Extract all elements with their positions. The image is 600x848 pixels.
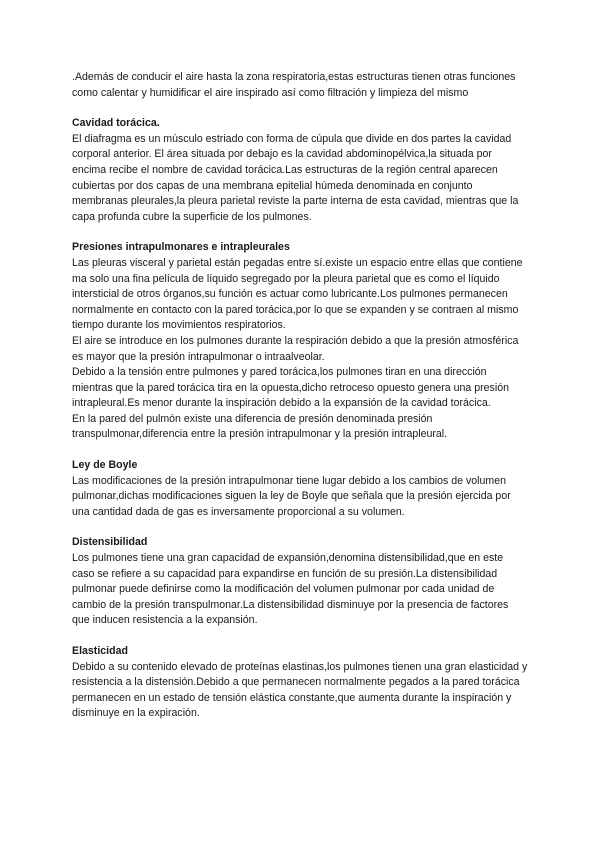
section-distensibilidad <box>72 535 528 629</box>
section-paragraph: El diafragma es un músculo estriado con forma de cúpula que divide en dos partes la cavidad corporal anterior. El área situada por debajo es la cavidad abdominopélvica,la situada por encima recibe el nombre de cavidad torácica.Las estructuras de la región central aparecen cubiertas por dos capas de una membrana epitelial húmeda denominada en conjunto membranas pleurales,la pleura parietal reviste la parte interna de esta cavidad, mientras que la capa profunda cubre la superficie de los pulmones. <box>72 132 519 223</box>
section-paragraph: Debido a la tensión entre pulmones y pared torácica,los pulmones tiran en una dirección mientras que la pared torácica tira en la opuesta,dicho retroceso opuesto genera una presión intrapleural.Es menor durante la inspiración debido a la expansión de la cavidad torácica. <box>72 366 509 410</box>
section-paragraph: Las pleuras visceral y parietal están pegadas entre sí.existe un espacio entre ellas que contiene ma solo una fina película de líquido segregado por la pleura parietal que es como el líquido intersticial de otros órganos,su función es actuar como lubricante.Los pulmones permanecen normalmente en contacto con la pared torácica,por lo que se expanden y se contraen al mismo tiempo durante los movimientos respiratorios. <box>72 256 523 332</box>
section-presiones <box>72 240 528 443</box>
section-elasticidad <box>72 644 528 722</box>
section-paragraph: El aire se introduce en los pulmones durante la respiración debido a que la presión atmosférica es mayor que la presión intrapulmonar o intraalveolar. <box>72 334 519 363</box>
section-ley-de-boyle <box>72 458 528 520</box>
intro-paragraph: .Además de conducir el aire hasta la zona respiratoria,estas estructuras tienen otras funciones como calentar y humidificar el aire inspirado así como filtración y limpieza del mismo <box>72 71 516 99</box>
section-heading: Ley de Boyle <box>72 459 138 472</box>
section-paragraph: En la pared del pulmón existe una diferencia de presión denominada presión transpulmonar,diferencia entre la presión intrapulmonar y la presión intrapleural. <box>72 412 448 441</box>
section-paragraph: Las modificaciones de la presión intrapulmonar tiene lugar debido a los cambios de volumen pulmonar,dichas modificaciones siguen la ley de Boyle que señala que la presión ejercida por una cantidad dada de gas es inversamente proporcional a su volumen. <box>72 474 511 518</box>
section-heading: Cavidad torácica. <box>72 117 160 130</box>
section-heading: Presiones intrapulmonares e intrapleurales <box>72 241 290 254</box>
section-paragraph: Los pulmones tiene una gran capacidad de expansión,denomina distensibilidad,que en este caso se refiere a su capacidad para expandirse en función de su presión.La distensibilidad pulmonar puede definirse como la modificación del volumen pulmonar por cada unidad de cambio de la presión transpulmonar.La distensibilidad disminuye por la presencia de factores que inducen resistencia a la expansión. <box>72 552 509 627</box>
section-heading: Elasticidad <box>72 645 128 657</box>
section-heading: Distensibilidad <box>72 536 148 549</box>
section-paragraph: Debido a su contenido elevado de proteínas elastinas,los pulmones tienen una gran elasticidad y resistencia a la distensión.Debido a que permanecen normalmente pegados a la pared torácica permanecen en un estado de tensión elástica constante,que aumenta durante la inspiración y disminuye en la expiración. <box>72 660 528 720</box>
section-cavidad-toracica <box>72 116 528 225</box>
